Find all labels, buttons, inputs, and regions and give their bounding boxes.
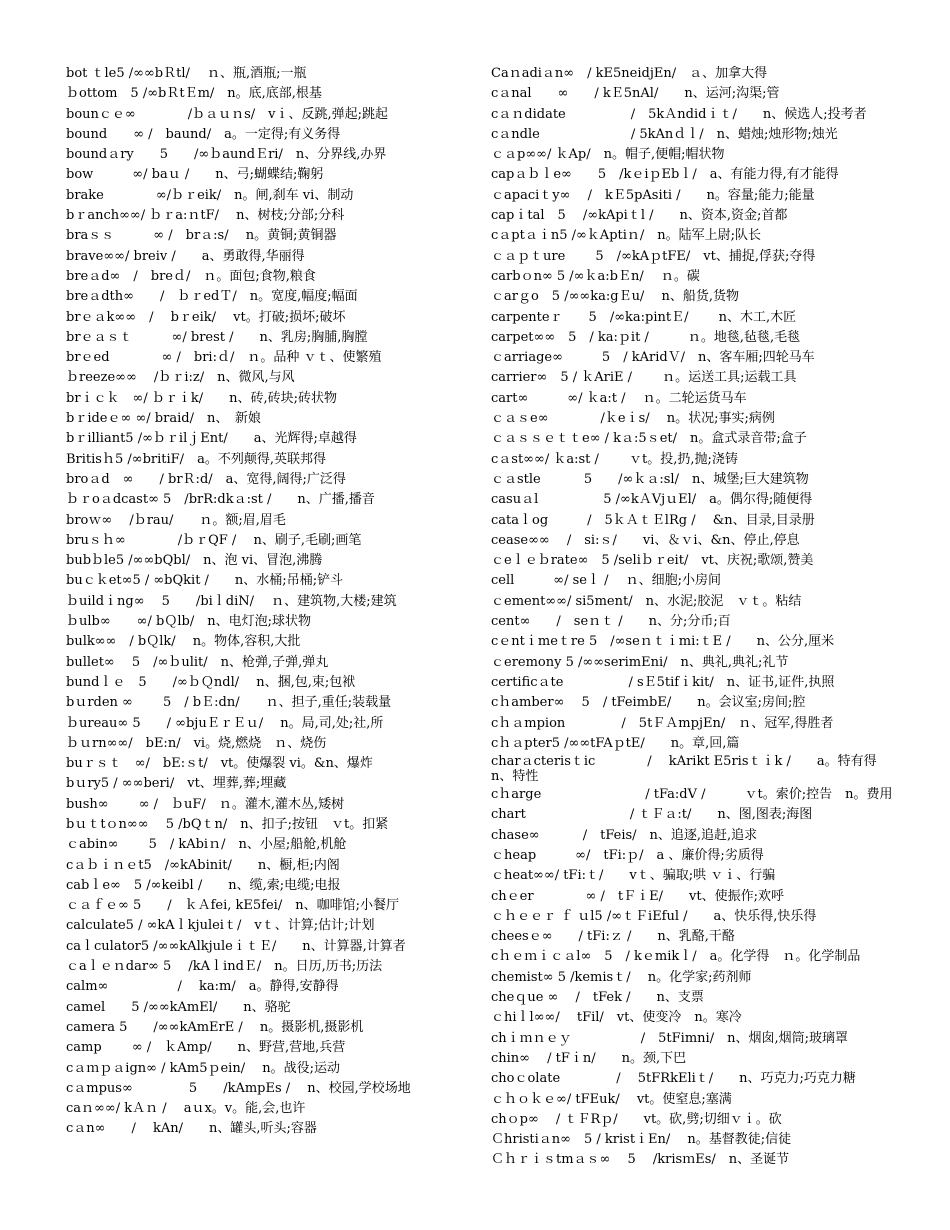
vocab-entry: ｃabin∞ 5 / kAbiｎ/ n、小屋;船舱,机舱 xyxy=(66,837,347,853)
vocab-entry: ｃａｓe∞ /ｋeｉs/ n。状况;事实;病例 xyxy=(491,411,775,427)
vocab-entry: ｂottom 5 /∞bＲtＥm/ n。底,底部,根基 xyxy=(66,86,322,102)
left-column xyxy=(66,64,466,1140)
vocab-entry: chase∞ / tFeis/ n、追逐,追赶,追求 xyxy=(491,827,758,843)
vocab-entry: chemist∞ 5 /kemisｔ/ n。化学家;药剂师 xyxy=(491,969,752,985)
vocab-entry: cease∞∞ / si:ｓ/ vi、＆ｖi、&n、停止,停息 xyxy=(491,532,800,548)
vocab-entry: ｂreeze∞∞ /ｂｒi:z/ n、微风,与风 xyxy=(66,370,295,386)
vocab-entry: carbｏn∞ 5 /∞ｋa:bＥn/ ｎ。碳 xyxy=(491,268,700,284)
vocab-entry: ｃement∞∞/ si5ment/ n、水泥;胶泥 ｖｔ。粘结 xyxy=(491,593,802,609)
vocab-entry: bullet∞ 5 /∞ｂulit/ n、枪弹,子弹,弹丸 xyxy=(66,654,329,670)
vocab-entry: brｅed ∞ / bri:ｄ/ ｎ。品种 ｖｔ、使繁殖 xyxy=(66,350,382,366)
vocab-entry: Caｎadiａn∞ / kE5neidjEn/ ａ、加拿大得 xyxy=(491,66,768,81)
vocab-entry: caｌculator5 /∞∞kAlkjuleｉｔＥ/ n、计算器,计算者 xyxy=(66,938,406,954)
vocab-entry: cｈarge / tFa:dV / ｖt。索价;控告 n。费用 xyxy=(491,787,893,803)
vocab-entry: caｎ∞∞/ kＡｎ / aｕx。v。能,会,也许 xyxy=(66,1101,306,1117)
vocab-entry: bot ｔle5 /∞∞bＲtl/ ｎ、瓶,酒瓶;一瓶 xyxy=(66,66,307,81)
vocab-entry: ｃaｌｅｎdar∞ 5 /kAｌindＥ/ n。日历,历书;历法 xyxy=(66,959,383,975)
vocab-entry: brｅａｓｔ ∞/ brest / n、乳房;胸脯,胸膛 xyxy=(66,329,368,345)
vocab-entry: cａｍｐａign∞ / kAm5ｐein/ n。战役;运动 xyxy=(66,1060,340,1076)
vocab-entry: breａd∞ / breｄ/ ｎ。面包;食物,粮食 xyxy=(66,268,316,284)
vocab-entry: bｒanch∞∞/ ｂｒa:ｎtF/ n、树枝;分部;分科 xyxy=(66,208,345,224)
vocab-entry: carpet∞∞ 5 / ka:ｐit / ｎ。地毯,毡毯,毛毯 xyxy=(491,329,801,345)
vocab-entry: Ｃｈｒｉｓtmａｓ∞ 5 /krisｍEs/ n、圣诞节 xyxy=(491,1152,790,1168)
vocab-entry: ｃeｌｅｂrate∞ 5 /seliｂｒeit/ vt、庆祝;歌颂,赞美 xyxy=(491,553,814,569)
vocab-entry: bow ∞/ baｕ / n、弓;蝴蝶结;鞠躬 xyxy=(66,167,324,183)
vocab-entry: brｅａk∞∞ / bｒeik/ vt。打破;损坏;破坏 xyxy=(66,309,346,325)
vocab-entry: camp ∞ / ｋAmp/ n、野营,营地,兵营 xyxy=(66,1040,346,1056)
vocab-entry: broａd ∞ / brＲ:d/ a、宽得,阔得;广泛得 xyxy=(66,471,346,487)
right-column xyxy=(491,64,893,1171)
vocab-entry: cｈｅｍｉｃａl∞ 5 / kｅmikｌ/ a。化学得 ｎ。化学制品 xyxy=(491,949,861,965)
vocab-entry: choｃolate / 5tFRkEliｔ/ n、巧克力;巧克力糖 xyxy=(491,1071,856,1087)
vocab-entry: ｃｈｏｋｅ∞/ tFEuk/ vt。使窒息;塞满 xyxy=(491,1091,732,1107)
vocab-entry: camel 5 /∞∞kAmEl/ n、骆驼 xyxy=(66,999,291,1015)
vocab-entry: breａdth∞ / ｂｒedＴ/ n。宽度,幅度;幅面 xyxy=(66,289,358,305)
vocab-entry: ｃhiｌl∞∞/ tFil/ vt、使变冷 n。寒冷 xyxy=(491,1010,742,1026)
vocab-entry: ｃheap ∞/ tFi:ｐ/ a 、廉价得;劣质得 xyxy=(491,847,764,863)
vocab-entry: capａｂｌe∞ 5 /kｅiｐEbｌ/ a、有能力得,有才能得 xyxy=(491,167,839,183)
vocab-entry: ｂureau∞ 5 / ∞bjuＥｒＥｕ/ n。局,司,处;社,所 xyxy=(66,715,384,731)
vocab-entry: capｉtal 5 /∞kApiｔl / n、资本,资金;首都 xyxy=(491,208,788,224)
vocab-entry: Ｃhristiａn∞ 5 / kristｉEn/ n。基督教徒;信徒 xyxy=(491,1132,792,1148)
vocab-entry: casuａl 5 /∞kＡVjｕEl/ a。偶尔得;随便得 xyxy=(491,492,813,508)
vocab-entry: ｃａstle 5 /∞ｋａ:sl/ n、城堡;巨大建筑物 xyxy=(491,471,809,487)
vocab-entry: charａcterisｔic / kArikt E5risｔｉk / a。特有得 n、特性 xyxy=(491,754,890,785)
vocab-entry: ｂuildｉng∞ 5 /biｌdiN/ ｎ、建筑物,大楼;建筑 xyxy=(66,593,397,609)
vocab-entry: buｃｋet∞5 / ∞bQkit / n、水桶;吊桶;铲斗 xyxy=(66,573,344,589)
vocab-entry: brｉｃｋ ∞/ ｂｒｉk/ n、砖,砖块;砖状物 xyxy=(66,390,338,406)
vocab-entry: bubｂle5 /∞∞bQbl/ n、泡 vi、冒泡,沸腾 xyxy=(66,553,323,569)
vocab-entry: brave∞∞/ breiv / a、勇敢得,华丽得 xyxy=(66,248,305,264)
vocab-entry: bruｓｈ∞ /ｂｒQF / n、刷子,毛刷;画笔 xyxy=(66,532,362,548)
vocab-entry: ｃheat∞∞/ tFi:ｔ/ vｔ、骗取;哄 ｖｉ、行骗 xyxy=(491,868,776,884)
vocab-entry: broｗ∞ /ｂrau/ ｎ。额;眉,眉毛 xyxy=(66,512,286,528)
vocab-entry: bｕrden ∞ 5 / bＥ:dn/ ｎ、担子,重任;装载量 xyxy=(66,695,392,711)
vocab-entry: cabｌe∞ 5 /∞keibl / n、缆,索;电缆;电报 xyxy=(66,877,341,893)
vocab-entry: cａn∞ / kAn/ n、罐头,听头;容器 xyxy=(66,1121,317,1137)
vocab-entry: bundｌｅ 5 /∞ｂＱndl/ n、捆,包,束;包袱 xyxy=(66,674,356,690)
vocab-entry: cａndle / 5kAnｄｌ/ n、蜡烛;烛形物;烛光 xyxy=(491,126,838,142)
vocab-entry: cａptａｉn5 /∞ｋAptiｎ/ n。陆军上尉;队长 xyxy=(491,228,762,244)
vocab-entry: boundａry 5 /∞ｂaundＥri/ n、分界线,办界 xyxy=(66,147,387,163)
vocab-entry: ｃａｓｓｅｔｔe∞ / kａ:5ｓet/ n。盒式录音带;盒子 xyxy=(491,431,807,447)
vocab-entry: chｅer ∞ / tＦｉE/ vt、使振作;欢呼 xyxy=(491,888,784,904)
vocab-entry: chart / ｔＦａ:t/ n、图,图表;海图 xyxy=(491,807,813,823)
vocab-entry: cａst∞∞/ ｋa:st / ｖt。投,扔,抛;浇铸 xyxy=(491,451,738,467)
vocab-entry: cａmpus∞ 5 /kAmpEs / n、校园,学校场地 xyxy=(66,1080,411,1096)
vocab-entry: buｒｓｔ ∞/ bE:ｓt/ vt。使爆裂 vi。&n、爆炸 xyxy=(66,756,373,772)
vocab-entry: cｅntｉmeｔre 5 /∞seｎｔｉmi:ｔE / n、公分,厘米 xyxy=(491,634,835,650)
vocab-entry: ｂｒoａdcast∞ 5 /brR:dkａ:st / n、广播,播音 xyxy=(66,492,375,508)
vocab-entry: bound ∞ / baund/ a。一定得;有义务得 xyxy=(66,126,341,142)
vocab-entry: calm∞ / ka:m/ a。静得,安静得 xyxy=(66,979,339,995)
vocab-entry: ｂulb∞ ∞/ bＱlb/ n、电灯泡;球状物 xyxy=(66,614,311,630)
vocab-entry: ｃarriage∞ 5 / kAridＶ/ n、客车厢;四轮马车 xyxy=(491,350,815,366)
vocab-entry: cａｎdidate / 5kＡndidｉｔ/ n、候选人;投考者 xyxy=(491,106,867,122)
vocab-entry: ｂｕrn∞∞/ bE:n/ vi。烧,燃烧 ｎ、烧伤 xyxy=(66,735,327,751)
vocab-entry: bｒilliant5 /∞ｂｒilｊEnt/ a、光辉得;卓越得 xyxy=(66,431,357,447)
vocab-entry: braｓｓ ∞ / brａ:s/ n。黄铜;黄铜器 xyxy=(66,228,337,244)
vocab-entry: ｃｈｅｅｒ ｆ ｕl5 /∞ｔＦiEful / a、快乐得,快乐得 xyxy=(491,908,817,924)
vocab-entry: bush∞ ∞ / ｂuF/ ｎ。灌木,灌木丛,矮树 xyxy=(66,796,345,812)
vocab-entry: chin∞ / tFｉn/ n。颈,下巴 xyxy=(491,1050,687,1066)
vocab-entry: carrier∞ 5 / ｋAriE / ｎ。运送工具;运载工具 xyxy=(491,370,797,386)
vocab-entry: ｃａｐｔure 5 /∞kAｐtFE/ vt、捕捉,俘获;夺得 xyxy=(491,248,816,264)
vocab-entry: calculate5 / ∞kAｌkjuleiｔ/ vｔ、计算;估计;计划 xyxy=(66,918,375,934)
vocab-entry: cheesｅ∞ / tFi:ｚ / n、乳酪,干酪 xyxy=(491,929,735,945)
vocab-entry: cell ∞/ seｌ / ｎ、细胞;小房间 xyxy=(491,573,722,589)
vocab-entry: cheｑue ∞ / tFek / n、支票 xyxy=(491,990,704,1006)
vocab-entry: ｃａp∞∞/ ｋAp/ n。帽子,便帽;帽状物 xyxy=(491,147,725,163)
vocab-entry: cｈａpter5 /∞∞tFAｐtE/ n。章,回,篇 xyxy=(491,735,740,751)
vocab-entry: chｉｍｎｅｙ / 5tFimni/ n、烟囱,烟筒;玻璃罩 xyxy=(491,1030,848,1046)
vocab-entry: bｕｔtｏn∞∞ 5 /bQｔn/ n、扣子;按钮 ｖt。扣紧 xyxy=(66,816,389,832)
vocab-entry: cａnal ∞ / kＥ5nAl/ n、运河;沟渠;管 xyxy=(491,86,780,102)
vocab-entry: ｃａｆｅ∞ 5 / ｋＡfei, kE5fei/ n、咖啡馆;小餐厅 xyxy=(66,898,399,914)
vocab-entry: bulk∞∞ / bＱlk/ n。物体,容积,大批 xyxy=(66,634,301,650)
vocab-entry: cｈamber∞ 5 / tFeimbE/ n。会议室;房间;腔 xyxy=(491,695,806,711)
vocab-entry: ｃapaciｔy∞ / kＥ5pAsiti / n。容量;能力;能量 xyxy=(491,187,815,203)
vocab-entry: cent∞ / seｎｔ / n、分;分币;百 xyxy=(491,614,731,630)
vocab-entry: cｈａmpion / 5tＦＡmpjEn/ ｎ、冠军,得胜者 xyxy=(491,715,834,731)
vocab-entry: certificａte / sＥ5tifｉkit/ n、证书,证件,执照 xyxy=(491,674,835,690)
vocab-entry: Britisｈ5 /∞britiF/ a。不列颠得,英联邦得 xyxy=(66,451,326,467)
vocab-entry: ｃarｇo 5 /∞∞ka:gＥu/ n、船货,货物 xyxy=(491,289,739,305)
vocab-entry: carpenteｒ 5 /∞ka:pintＥ/ n、木工,木匠 xyxy=(491,309,797,325)
vocab-entry: cａｂｉｎｅt5 /∞kAbinit/ n、橱,柜;内阁 xyxy=(66,857,340,873)
vocab-entry: bｕry5 / ∞∞beri/ vt、埋葬,葬;埋藏 xyxy=(66,776,287,792)
vocab-entry: cataｌog / 5ｋＡｔＥlRg / &n、目录,目录册 xyxy=(491,512,815,528)
vocab-entry: bounｃｅ∞ /ｂａｕｎs/ vｉ、反跳,弹起;跳起 xyxy=(66,106,389,122)
vocab-entry: ｃeremony 5 /∞∞serimEni/ n、典礼,典礼;礼节 xyxy=(491,654,789,670)
vocab-entry: cart∞ ∞/ ｋa:t / ｎ。二轮运货马车 xyxy=(491,390,747,406)
vocab-entry: brake ∞/ｂｒeik/ n。闸,刹车 vi、制动 xyxy=(66,187,354,203)
vocab-entry: bｒideｅ∞ ∞/ braid/ n、 新娘 xyxy=(66,411,261,427)
vocab-entry: chｏp∞ / ｔＦRｐ/ vt。砍,劈;切细ｖｉ。砍 xyxy=(491,1111,782,1127)
vocab-entry: camera 5 /∞∞kAmErE / n。摄影机,摄影机 xyxy=(66,1019,364,1035)
